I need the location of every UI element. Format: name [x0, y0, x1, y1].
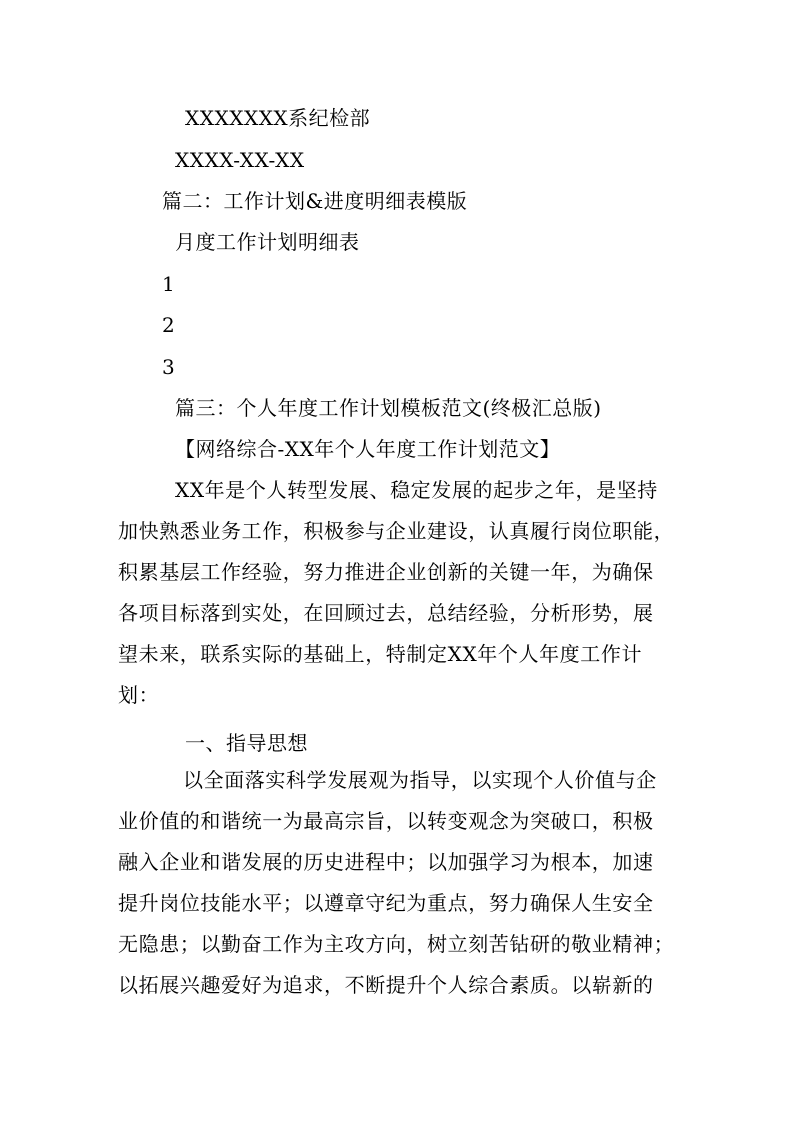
table-title: 月度工作计划明细表 — [175, 230, 360, 254]
paragraph-line: 加快熟悉业务工作，积极参与企业建设，认真履行岗位职能， — [118, 519, 674, 543]
section-heading-guiding-thought: 一、指导思想 — [185, 731, 308, 755]
paragraph-line: 望未来，联系实际的基础上，特制定XX年个人年度工作计 — [118, 642, 643, 666]
signature-date: XXXX-XX-XX — [175, 148, 305, 172]
table-row-number: 3 — [162, 355, 176, 379]
table-row-number: 1 — [162, 272, 176, 296]
signature-organization: XXXXXXX系纪检部 — [185, 106, 371, 130]
paragraph-line: 积累基层工作经验，努力推进企业创新的关键一年，为确保 — [118, 560, 654, 584]
paragraph-line: 融入企业和谐发展的历史进程中；以加强学习为根本，加速 — [118, 850, 654, 874]
body-paragraph — [118, 760, 674, 1006]
paragraph-line: 划： — [118, 683, 160, 707]
paragraph-line: 业价值的和谐统一为最高宗旨，以转变观念为突破口，积极 — [118, 809, 654, 833]
paragraph-line: XX年是个人转型发展、稳定发展的起步之年，是坚持 — [175, 478, 658, 502]
paragraph-line: 以拓展兴趣爱好为追求，不断提升个人综合素质。以崭新的 — [118, 973, 654, 997]
section-three-subtitle: 【网络综合-XX年个人年度工作计划范文】 — [175, 437, 561, 461]
section-two-title: 篇二：工作计划&进度明细表模版 — [162, 189, 468, 213]
intro-paragraph — [118, 470, 674, 716]
paragraph-line: 无隐患；以勤奋工作为主攻方向，树立刻苦钻研的敬业精神； — [118, 932, 674, 956]
table-row-number: 2 — [162, 313, 176, 337]
paragraph-line: 提升岗位技能水平；以遵章守纪为重点，努力确保人生安全 — [118, 891, 654, 915]
section-three-title: 篇三：个人年度工作计划模板范文(终极汇总版) — [175, 396, 602, 420]
paragraph-line: 以全面落实科学发展观为指导，以实现个人价值与企 — [183, 768, 657, 792]
paragraph-line: 各项目标落到实处，在回顾过去，总结经验，分析形势，展 — [118, 601, 654, 625]
